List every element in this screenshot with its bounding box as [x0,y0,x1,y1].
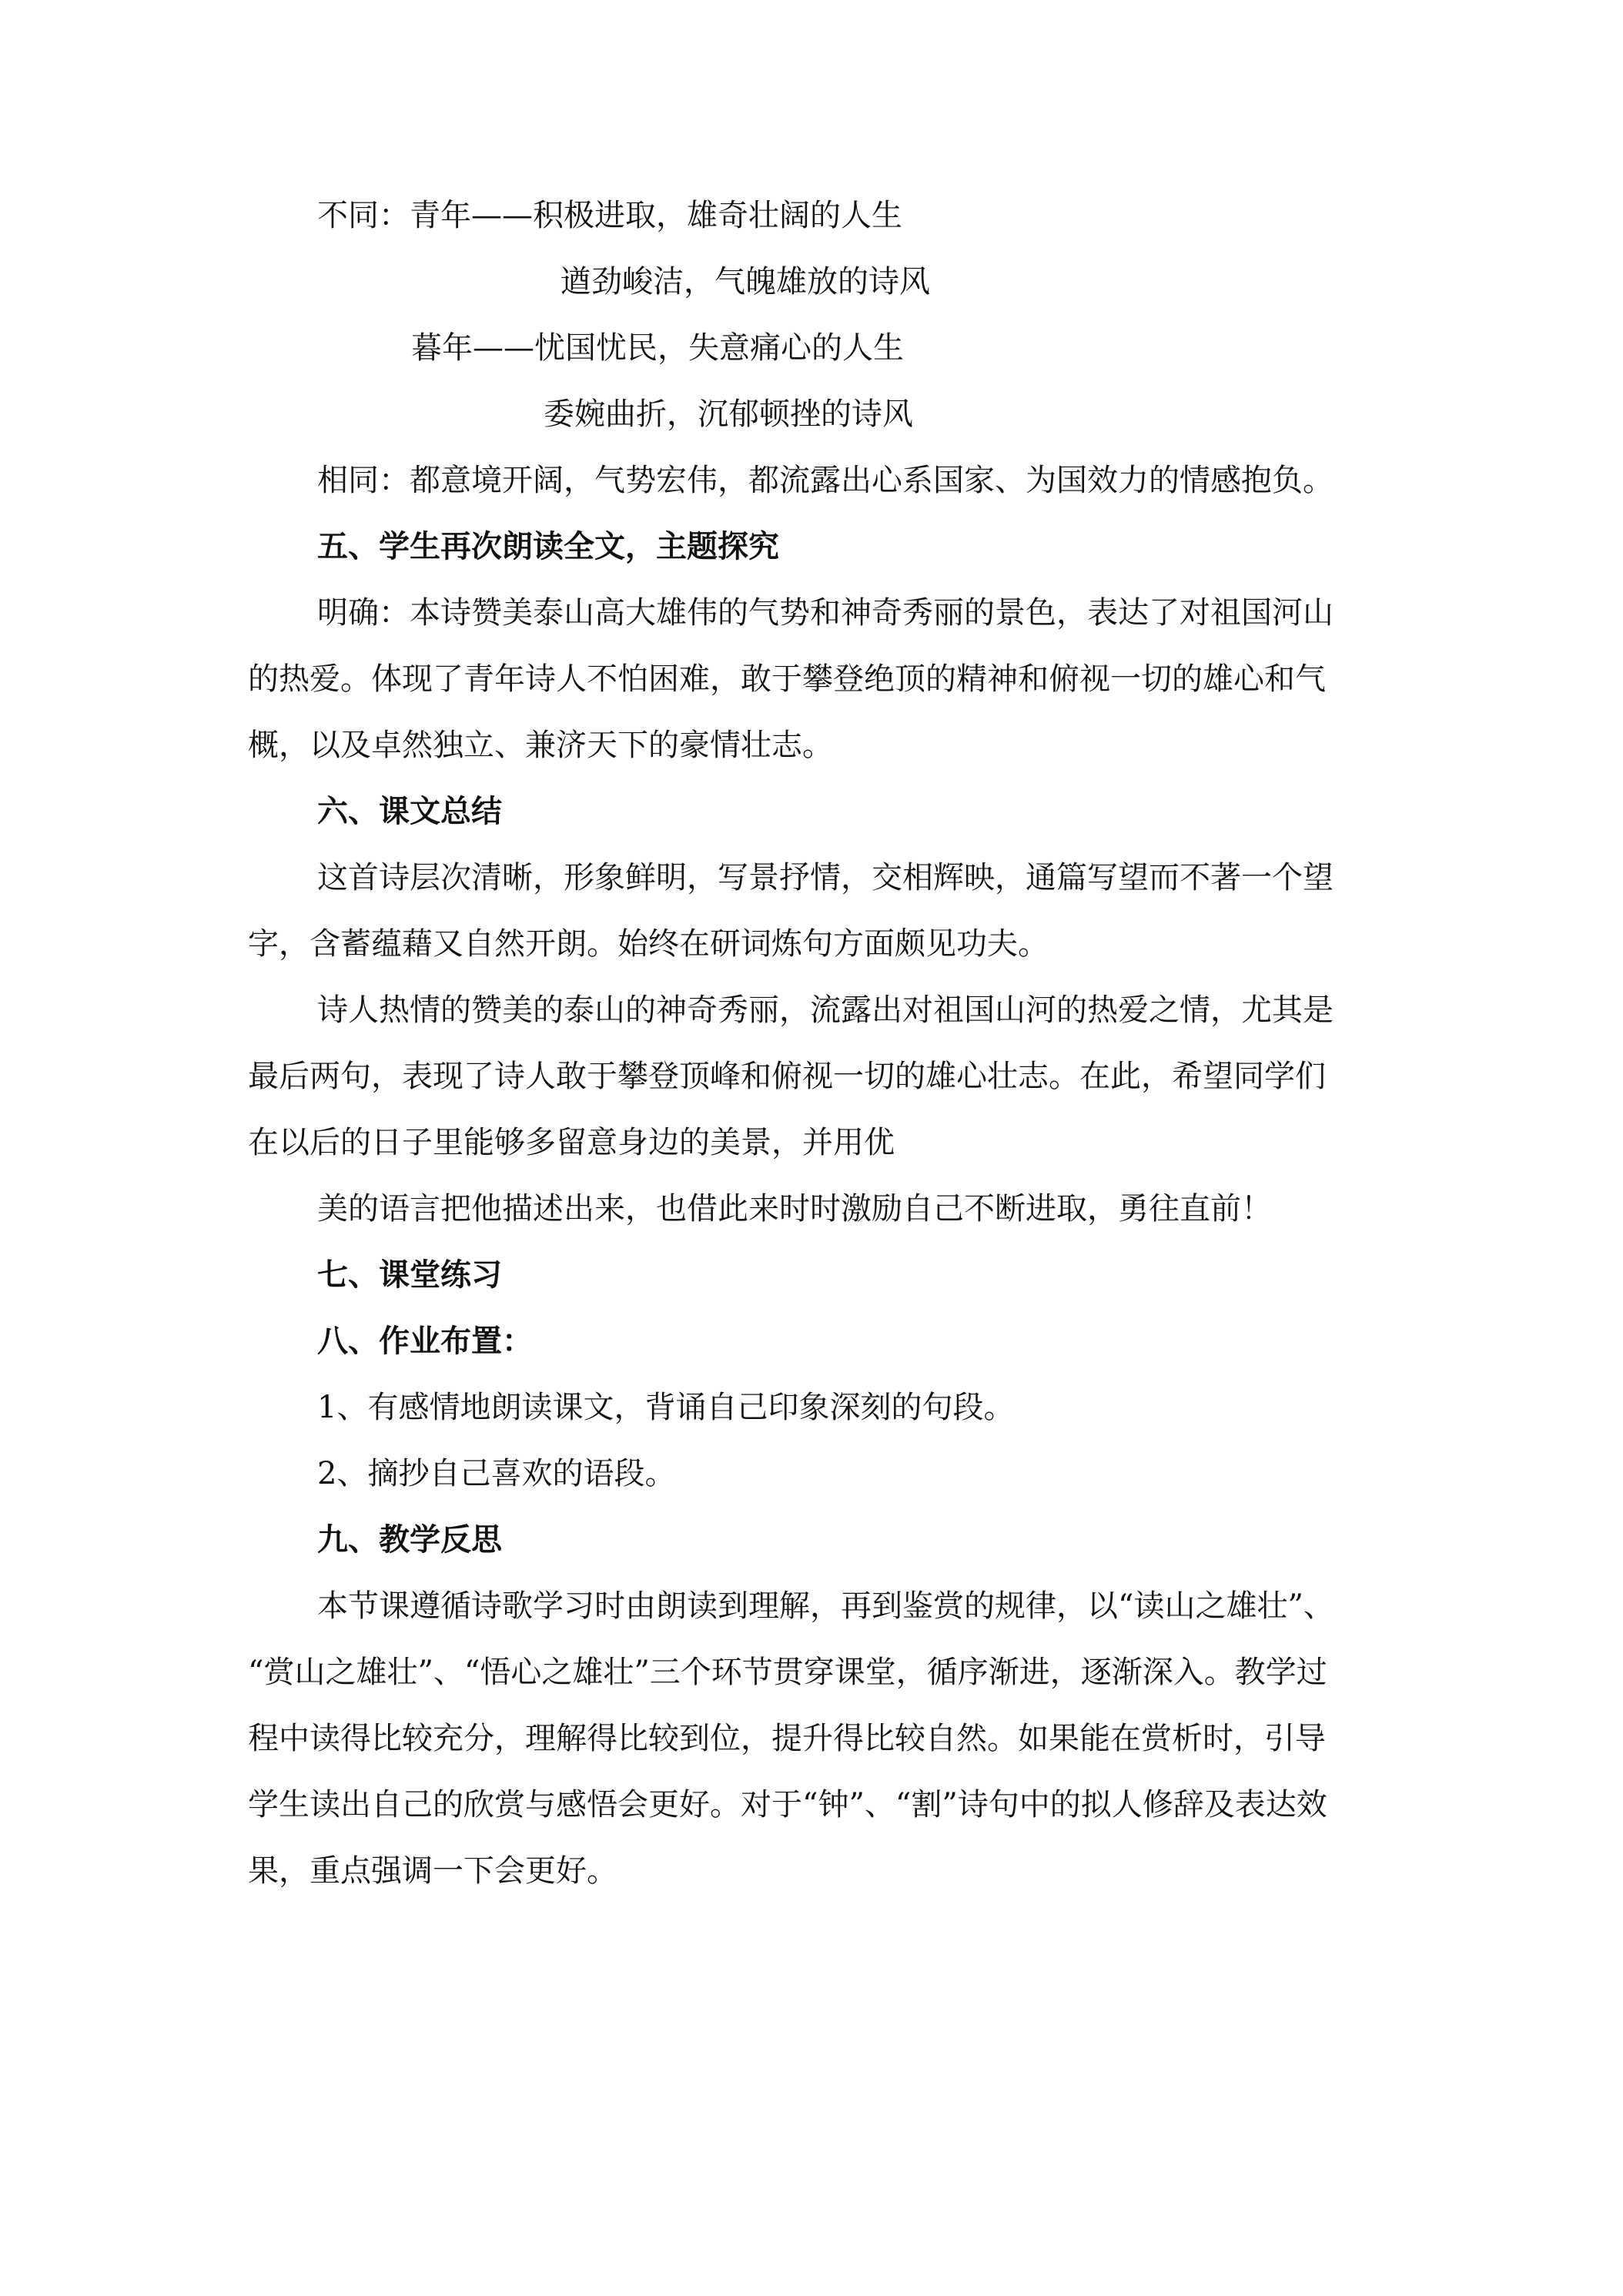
section9-paragraph-line: 本节课遵循诗歌学习时由朗读到理解，再到鉴赏的规律，以“读山之雄壮”、 [317,1588,1334,1624]
section6-paragraph1-line: 这首诗层次清晰，形象鲜明，写景抒情，交相辉映，通篇写望而不著一个望 [317,860,1334,895]
section7-heading: 七、课堂练习 [317,1257,502,1293]
comparison-late-line1: 暮年——忧国忧民，失意痛心的人生 [411,330,904,366]
section9-paragraph-line: 学生读出自己的欣赏与感悟会更好。对于“钟”、“割”诗句中的拟人修辞及表达效 [248,1787,1327,1822]
homework-item: 2、摘抄自己喜欢的语段。 [317,1456,676,1491]
comparison-youth-line1: 青年——积极进取，雄奇壮阔的人生 [410,198,902,233]
section6-heading: 六、课文总结 [317,793,502,829]
section9-paragraph-line: 果，重点强调一下会更好。 [248,1853,617,1889]
section9-paragraph-line: 程中读得比较充分，理解得比较到位，提升得比较自然。如果能在赏析时，引导 [248,1721,1326,1756]
comparison-diff-label: 不同： [317,198,410,233]
comparison-diff-youth-line [317,197,902,234]
section5-heading: 五、学生再次朗读全文，主题探究 [317,528,779,564]
section6-paragraph3: 美的语言把他描述出来，也借此来时时激励自己不断进取，勇往直前！ [317,1191,1272,1227]
section9-heading: 九、教学反思 [317,1521,502,1558]
section8-heading: 八、作业布置： [317,1323,533,1359]
section6-paragraph1-line: 字，含蓄蕴藉又自然开朗。始终在研词炼句方面颇见功夫。 [248,926,1049,962]
section5-paragraph-line: 概，以及卓然独立、兼济天下的豪情壮志。 [248,728,833,763]
homework-item: 1、有感情地朗读课文，背诵自己印象深刻的句段。 [317,1390,1015,1425]
comparison-late-line2: 委婉曲折，沉郁顿挫的诗风 [544,397,913,432]
section5-paragraph-line: 的热爱。体现了青年诗人不怕困难，敢于攀登绝顶的精神和俯视一切的雄心和气 [248,661,1326,697]
section9-paragraph-line: “赏山之雄壮”、“悟心之雄壮”三个环节贯穿课堂，循序渐进，逐渐深入。教学过 [248,1655,1327,1690]
section6-paragraph2-line: 在以后的日子里能够多留意身边的美景，并用优 [248,1125,895,1160]
comparison-youth-line2: 遒劲峻洁，气魄雄放的诗风 [561,264,930,300]
section6-paragraph2-line: 诗人热情的赞美的泰山的神奇秀丽，流露出对祖国山河的热爱之情，尤其是 [317,992,1334,1028]
comparison-same: 相同：都意境开阔，气势宏伟，都流露出心系国家、为国效力的情感抱负。 [317,463,1334,498]
section5-paragraph-line: 明确：本诗赞美泰山高大雄伟的气势和神奇秀丽的景色，表达了对祖国河山 [317,595,1334,631]
section6-paragraph2-line: 最后两句，表现了诗人敢于攀登顶峰和俯视一切的雄心壮志。在此，希望同学们 [248,1059,1326,1094]
